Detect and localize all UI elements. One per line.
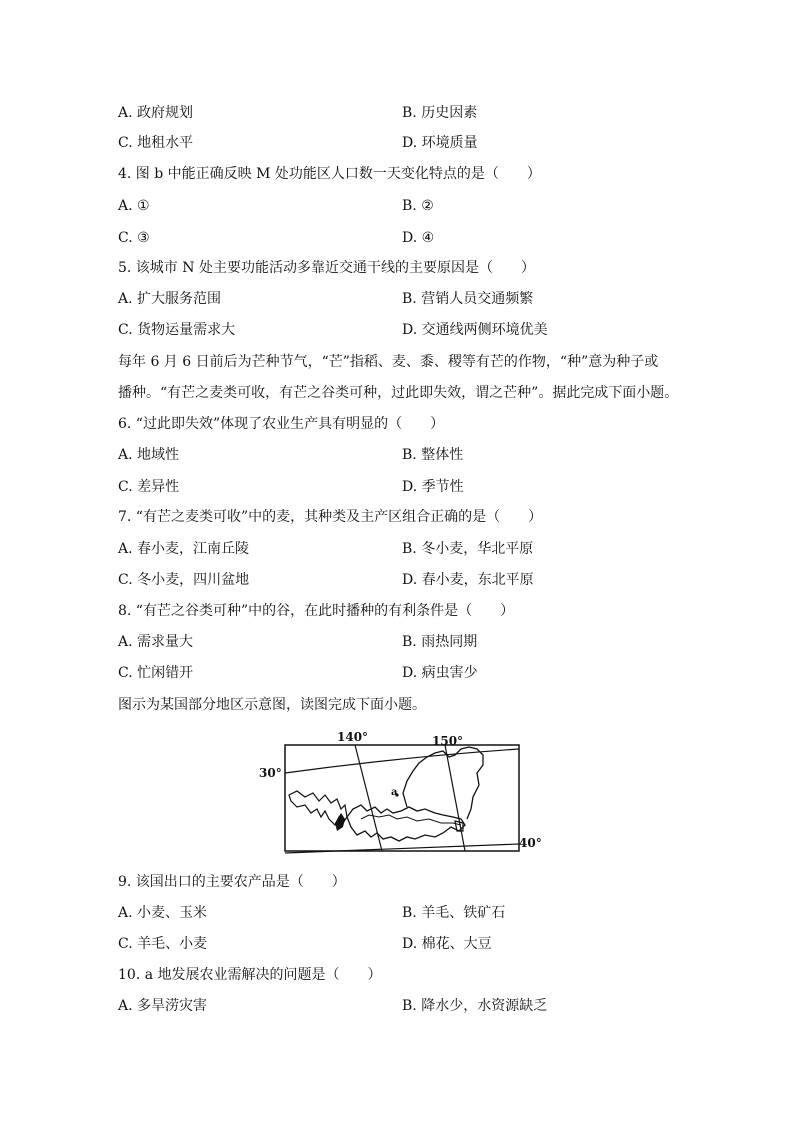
question-q7: 7. “有芒之麦类可收”中的麦，其种类及主产区组合正确的是（ ） [118,509,543,525]
label-lon-150: 150° [432,734,464,748]
option-q6-d: D. 季节性 [402,479,464,495]
map-frame [285,745,519,851]
option-q5-a: A. 扩大服务范围 [118,291,222,307]
question-q9: 9. 该国出口的主要农产品是（ ） [118,874,346,890]
option-q7-b: B. 冬小麦，华北平原 [402,541,534,557]
option-q4-d: D. ④ [402,230,435,246]
island-east [455,821,463,831]
label-point-a: a [391,787,398,798]
paragraph-p1: 每年 6 月 6 日前后为芒种节气，“芒”指稻、麦、黍、稷等有芒的作物，“种”意为种子或 [118,354,659,370]
option-q5-b: B. 营销人员交通频繁 [402,291,534,307]
question-q6: 6. “过此即失效”体现了农业生产具有明显的（ ） [118,416,445,432]
option-q6-c: C. 差异性 [118,479,180,495]
option-q5-c: C. 货物运量需求大 [118,322,236,338]
option-q8-b: B. 雨热同期 [402,634,478,650]
question-q8: 8. “有芒之谷类可种”中的谷，在此时播种的有利条件是（ ） [118,603,515,619]
option-q3-b: B. 历史因素 [402,105,478,121]
option-q9-a: A. 小麦、玉米 [118,905,208,921]
paragraph-p3: 图示为某国部分地区示意图，读图完成下面小题。 [118,697,426,713]
region-map [257,727,557,857]
option-q8-a: A. 需求量大 [118,634,194,650]
label-lat-30: 30° [259,766,282,780]
label-lon-140: 140° [337,730,369,744]
option-q9-d: D. 棉花、大豆 [402,936,492,952]
option-q4-c: C. ③ [118,230,150,246]
option-q7-d: D. 春小麦，东北平原 [402,572,534,588]
longitude-150-line [445,745,465,851]
option-q5-d: D. 交通线两侧环境优美 [402,322,548,338]
option-q3-a: A. 政府规划 [118,105,194,121]
option-q6-a: A. 地域性 [118,447,180,463]
option-q3-c: C. 地租水平 [118,135,194,151]
option-q4-b: B. ② [402,198,434,214]
option-q10-b: B. 降水少，水资源缺乏 [402,998,548,1014]
option-q6-b: B. 整体性 [402,447,464,463]
option-q3-d: D. 环境质量 [402,135,478,151]
option-q10-a: A. 多旱涝灾害 [118,998,208,1014]
option-q8-c: C. 忙闲错开 [118,665,194,681]
paragraph-p2: 播种。“有芒之麦类可收，有芒之谷类可种，过此即失效，谓之芒种”。据此完成下面小题。 [118,385,679,401]
option-q9-c: C. 羊毛、小麦 [118,936,208,952]
island-gulf [335,813,345,831]
river-line [361,815,461,825]
question-q4: 4. 图 b 中能正确反映 M 处功能区人口数一天变化特点的是（ ） [118,166,541,182]
map-figure [257,727,557,857]
option-q7-c: C. 冬小麦，四川盆地 [118,572,250,588]
option-q4-a: A. ① [118,198,150,214]
label-lat-40: 40° [519,836,542,850]
question-q5: 5. 该城市 N 处主要功能活动多靠近交通干线的主要原因是（ ） [118,260,535,276]
option-q7-a: A. 春小麦，江南丘陵 [118,541,250,557]
question-q10: 10. a 地发展农业需解决的问题是（ ） [118,967,382,983]
latitude-30-line [285,749,519,773]
option-q8-d: D. 病虫害少 [402,665,478,681]
option-q9-b: B. 羊毛、铁矿石 [402,905,506,921]
